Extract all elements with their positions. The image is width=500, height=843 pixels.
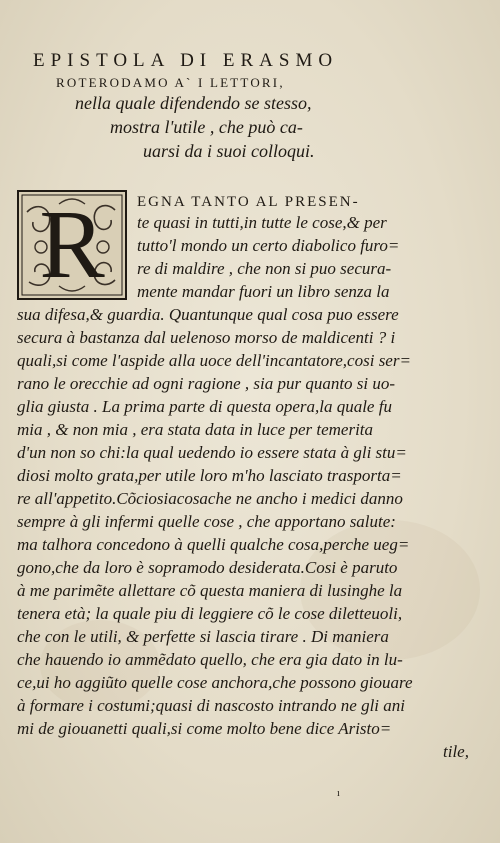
text-line: che hauendo io ammẽdato quello, che era gia dato in lu- bbox=[17, 650, 403, 669]
text-line: mente mandar fuori un libro senza la bbox=[137, 282, 390, 301]
catchword: tile, bbox=[443, 742, 469, 761]
text-line: mia , & non mia , era stata data in luce per temerita bbox=[17, 420, 374, 439]
initial-letter: R bbox=[39, 191, 105, 299]
text-line: à me parimẽte allettare cõ questa maniera di lusinghe la bbox=[17, 581, 403, 600]
text-line: secura à bastanza dal uelenoso morso de maldicenti ? i bbox=[17, 328, 396, 347]
text-line: tenera età; la quale piu di leggiere cõ le cose diletteuoli, bbox=[17, 604, 403, 623]
text-line: te quasi in tutti,in tutte le cose,& per bbox=[137, 213, 387, 232]
title-line-1: EPISTOLA DI ERASMO bbox=[33, 50, 339, 71]
text-line: d'un non so chi:la qual uedendo io essere stata à gli stu= bbox=[17, 443, 407, 462]
text-line: sua difesa,& guardia. Quantunque qual cosa puo essere bbox=[17, 305, 399, 324]
text-line: mi de giouanetti quali,si come molto bene dice Aristo= bbox=[17, 719, 392, 738]
text-line: sempre à gli infermi quelle cose , che apportano salute: bbox=[17, 512, 396, 531]
text-line: quali,si come l'aspide alla uoce dell'incantatore,cosi ser= bbox=[17, 351, 411, 370]
text-line: ce,ui ho aggiũto quelle cose anchora,che possono giouare bbox=[17, 673, 413, 692]
title-line-4: mostra l'utile , che può ca- bbox=[110, 117, 303, 137]
text-line: glia giusta . La prima parte di questa opera,la quale fu bbox=[17, 397, 392, 416]
text-line: re all'appetito.Cõciosiacosache ne ancho i medici danno bbox=[17, 489, 403, 508]
text-line: tutto'l mondo un certo diabolico furo= bbox=[137, 236, 400, 255]
text-line: che con le utili, & perfette si lascia tirare . Di maniera bbox=[17, 627, 389, 646]
text-line: rano le orecchie ad ogni ragione , sia pur quanto si uo- bbox=[17, 374, 396, 393]
first-text-line: EGNA TANTO AL PRESEN- bbox=[137, 194, 360, 210]
title-line-2: ROTERODAMO A` I LETTORI, bbox=[56, 75, 285, 90]
title-line-5: uarsi da i suoi colloqui. bbox=[143, 141, 315, 161]
title-line-3: nella quale difendendo se stesso, bbox=[75, 93, 312, 113]
signature-mark: ı bbox=[337, 788, 340, 799]
text-line: ma talhora concedono à quelli qualche cosa,perche ueg= bbox=[17, 535, 410, 554]
decorated-initial bbox=[17, 190, 127, 300]
text-line: gono,che da loro è sopramodo desiderata.Cosi è paruto bbox=[17, 558, 398, 577]
text-line: diosi molto grata,per utile loro m'ho lasciato trasporta= bbox=[17, 466, 402, 485]
text-line: à formare i costumi;quasi di nascosto intrando ne gli ani bbox=[17, 696, 406, 715]
text-line: re di maldire , che non si puo secura- bbox=[137, 259, 392, 278]
